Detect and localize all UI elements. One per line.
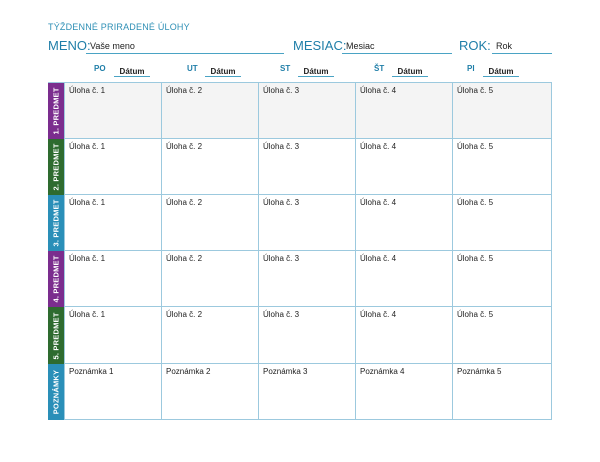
row-band <box>48 307 64 364</box>
task-cell[interactable]: Úloha č. 4 <box>355 83 452 139</box>
document-title: TÝŽDENNÉ PRIRADENÉ ÚLOHY <box>48 22 190 32</box>
meno-label: MENO: <box>48 38 91 53</box>
task-cell[interactable]: Úloha č. 3 <box>258 251 355 307</box>
row-band <box>48 195 64 251</box>
row-band <box>48 139 64 195</box>
task-cell[interactable]: Úloha č. 3 <box>258 83 355 139</box>
meno-field[interactable]: Vaše meno <box>86 41 284 54</box>
header-fields <box>48 38 552 56</box>
row-label: 1. PREDMET <box>51 87 61 135</box>
task-cell[interactable]: Úloha č. 5 <box>452 195 551 251</box>
date-field[interactable]: Dátum <box>392 67 428 77</box>
day-header-pi <box>467 64 537 78</box>
day-name: PO <box>94 64 106 73</box>
note-cell[interactable]: Poznámka 4 <box>355 364 452 420</box>
row-label: 3. PREDMET <box>51 199 61 247</box>
day-header-ut <box>187 64 257 78</box>
task-cell[interactable]: Úloha č. 5 <box>452 139 551 195</box>
date-field[interactable]: Dátum <box>114 67 150 77</box>
note-cell[interactable]: Poznámka 2 <box>161 364 258 420</box>
note-cell[interactable]: Poznámka 1 <box>64 364 161 420</box>
note-cell[interactable]: Poznámka 5 <box>452 364 551 420</box>
task-cell[interactable]: Úloha č. 4 <box>355 195 452 251</box>
task-cell[interactable]: Úloha č. 4 <box>355 251 452 307</box>
task-cell[interactable]: Úloha č. 5 <box>452 307 551 364</box>
task-cell[interactable]: Úloha č. 3 <box>258 139 355 195</box>
day-name: ST <box>280 64 291 73</box>
row-label: 2. PREDMET <box>51 143 61 191</box>
note-cell[interactable]: Poznámka 3 <box>258 364 355 420</box>
assignment-grid <box>48 82 552 420</box>
task-cell[interactable]: Úloha č. 4 <box>355 307 452 364</box>
task-cell[interactable]: Úloha č. 2 <box>161 195 258 251</box>
task-cell[interactable]: Úloha č. 5 <box>452 251 551 307</box>
day-header-st2 <box>374 64 444 78</box>
row-band <box>48 251 64 307</box>
task-cell[interactable]: Úloha č. 2 <box>161 83 258 139</box>
task-cell[interactable]: Úloha č. 4 <box>355 139 452 195</box>
day-name: UT <box>187 64 198 73</box>
task-cell[interactable]: Úloha č. 1 <box>64 251 161 307</box>
task-cell[interactable]: Úloha č. 2 <box>161 251 258 307</box>
date-field[interactable]: Dátum <box>483 67 519 77</box>
task-cell[interactable]: Úloha č. 2 <box>161 139 258 195</box>
rok-field[interactable]: Rok <box>492 41 552 54</box>
day-header-st <box>280 64 350 78</box>
task-cell[interactable]: Úloha č. 1 <box>64 195 161 251</box>
row-label: 5. PREDMET <box>51 311 61 360</box>
rok-label: ROK: <box>459 38 491 53</box>
date-field[interactable]: Dátum <box>298 67 334 77</box>
task-cell[interactable]: Úloha č. 3 <box>258 195 355 251</box>
row-band <box>48 83 64 139</box>
mesiac-field[interactable]: Mesiac <box>342 41 452 54</box>
row-band <box>48 364 64 420</box>
day-header-po <box>94 64 164 78</box>
day-name: ŠT <box>374 64 385 73</box>
row-label: 4. PREDMET <box>51 255 61 303</box>
task-cell[interactable]: Úloha č. 1 <box>64 83 161 139</box>
task-cell[interactable]: Úloha č. 2 <box>161 307 258 364</box>
row-label: POZNÁMKY <box>51 369 61 415</box>
task-cell[interactable]: Úloha č. 1 <box>64 307 161 364</box>
day-name: PI <box>467 64 475 73</box>
task-cell[interactable]: Úloha č. 3 <box>258 307 355 364</box>
mesiac-label: MESIAC: <box>293 38 347 53</box>
task-cell[interactable]: Úloha č. 1 <box>64 139 161 195</box>
date-field[interactable]: Dátum <box>205 67 241 77</box>
task-cell[interactable]: Úloha č. 5 <box>452 83 551 139</box>
